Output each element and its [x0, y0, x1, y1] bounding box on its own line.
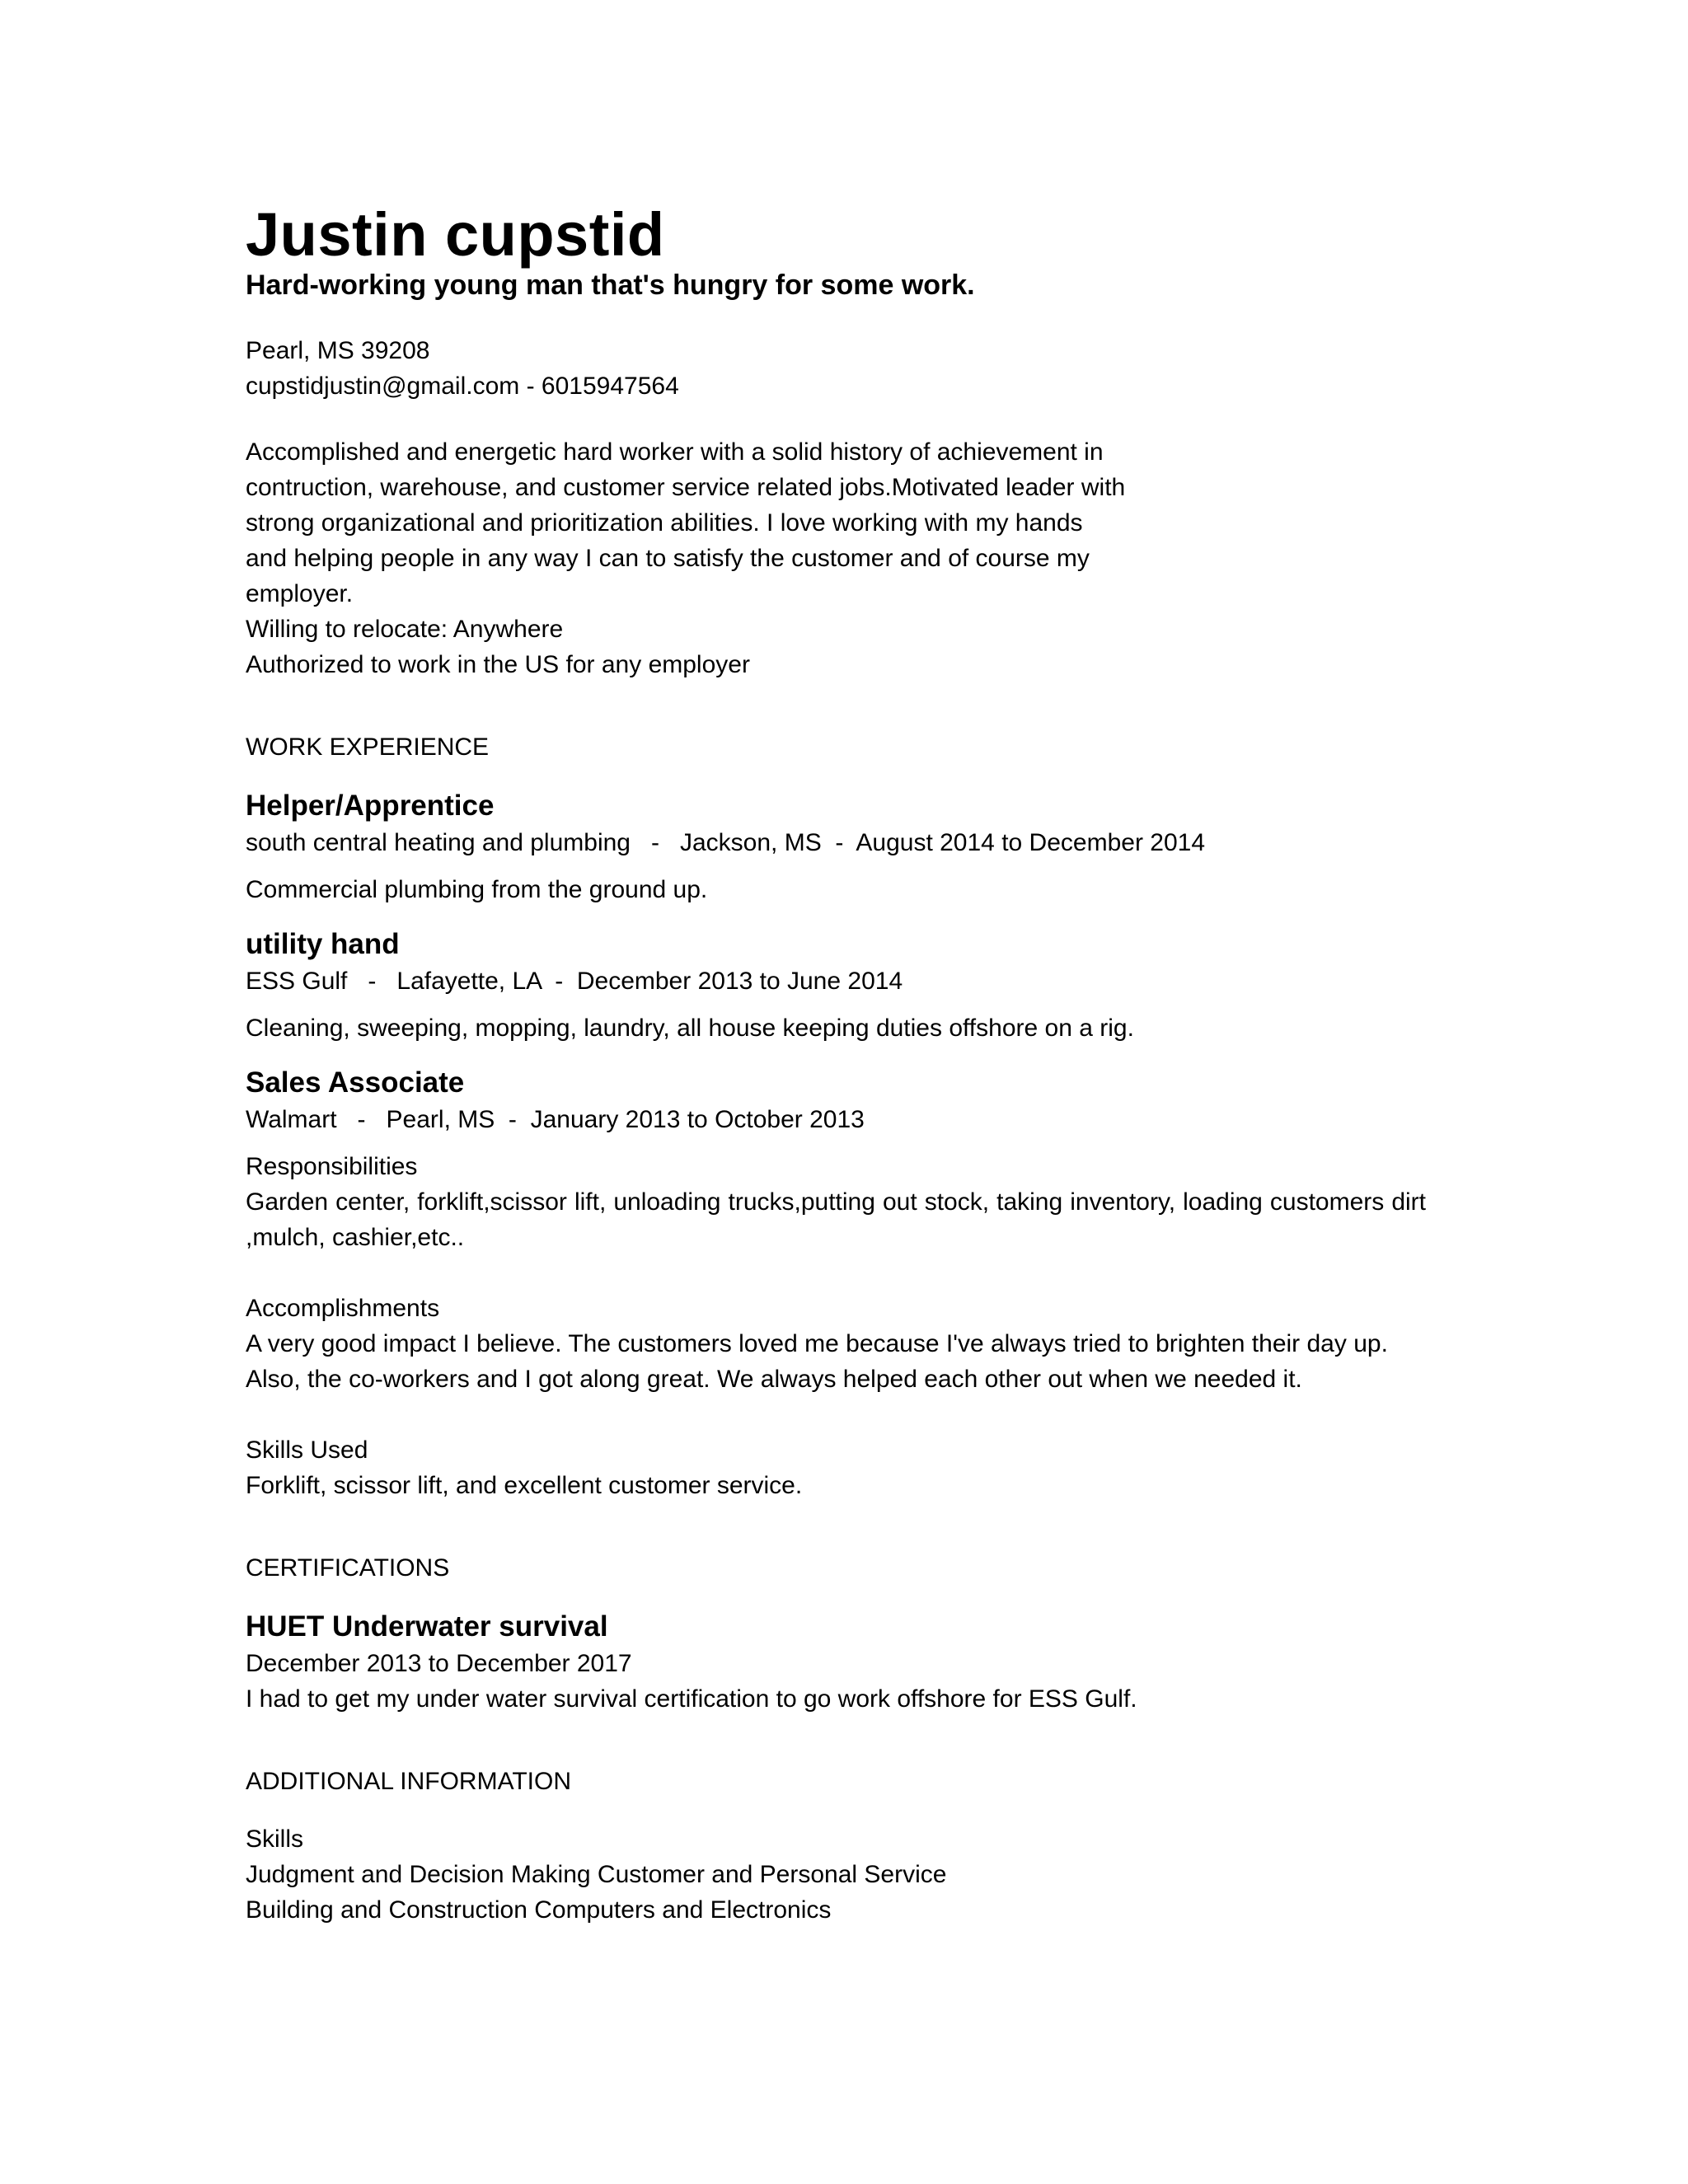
skills-used-block — [246, 1432, 1426, 1503]
summary-line: and helping people in any way I can to satisfy the customer and of course my — [246, 545, 1090, 572]
certifications-heading: CERTIFICATIONS — [246, 1554, 450, 1582]
skills-line: Judgment and Decision Making Customer and Personal Service — [246, 1861, 947, 1888]
summary-line: contruction, warehouse, and customer service related jobs.Motivated leader with — [246, 474, 1126, 501]
resume-content — [246, 196, 1426, 1928]
job-title: Helper/Apprentice — [246, 790, 495, 822]
block-heading: Accomplishments — [246, 1295, 440, 1322]
candidate-name: Justin cupstid — [246, 200, 665, 269]
relocation-line: Willing to relocate: Anywhere — [246, 616, 564, 643]
block-heading: Responsibilities — [246, 1153, 418, 1180]
summary-line: Accomplished and energetic hard worker with a solid history of achievement in — [246, 438, 1104, 466]
job-description: Commercial plumbing from the ground up. — [246, 876, 708, 903]
candidate-tagline: Hard-working young man that's hungry for some work. — [246, 269, 975, 301]
job-meta: ESS Gulf - Lafayette, LA - December 2013 to June 2014 — [246, 968, 903, 995]
block-heading: Skills Used — [246, 1436, 368, 1464]
summary — [246, 434, 1169, 682]
responsibilities-block — [246, 1149, 1426, 1255]
job-meta: Walmart - Pearl, MS - January 2013 to October 2013 — [246, 1106, 865, 1133]
block-text: A very good impact I believe. The customers loved me because I've always tried to brighten their day up. Also, the co-workers and I got along great. We always helped each other out when we needed it. — [246, 1330, 1388, 1393]
job-meta: south central heating and plumbing - Jackson, MS - August 2014 to December 2014 — [246, 829, 1206, 856]
work-experience-heading: WORK EXPERIENCE — [246, 733, 490, 761]
contact-location: Pearl, MS 39208 — [246, 337, 430, 364]
certification-entry — [246, 1608, 1426, 1717]
job-description: Cleaning, sweeping, mopping, laundry, all house keeping duties offshore on a rig. — [246, 1015, 1134, 1042]
skills-heading: Skills — [246, 1825, 304, 1853]
job-title: utility hand — [246, 928, 400, 960]
summary-line: strong organizational and prioritization abilities. I love working with my hands — [246, 509, 1083, 537]
certification-dates: December 2013 to December 2017 — [246, 1650, 632, 1677]
job-entry — [246, 1064, 1426, 1503]
certification-title: HUET Underwater survival — [246, 1610, 608, 1643]
accomplishments-block — [246, 1291, 1426, 1397]
contact-info — [246, 333, 1426, 404]
skills-line: Building and Construction Computers and Electronics — [246, 1896, 832, 1924]
certification-description: I had to get my under water survival certification to go work offshore for ESS Gulf. — [246, 1685, 1137, 1713]
job-title: Sales Associate — [246, 1066, 465, 1099]
block-text: Forklift, scissor lift, and excellent customer service. — [246, 1472, 803, 1499]
summary-line: employer. — [246, 580, 354, 607]
contact-email-phone: cupstidjustin@gmail.com - 6015947564 — [246, 373, 679, 400]
authorization-line: Authorized to work in the US for any employer — [246, 651, 750, 678]
additional-information-heading: ADDITIONAL INFORMATION — [246, 1768, 572, 1795]
job-entry — [246, 926, 1426, 1046]
block-text: Garden center, forklift,scissor lift, unloading trucks,putting out stock, taking inventory, loading customers dirt ,mulch, cashier,etc.. — [246, 1188, 1426, 1251]
skills-block — [246, 1821, 1426, 1928]
job-entry — [246, 787, 1426, 907]
